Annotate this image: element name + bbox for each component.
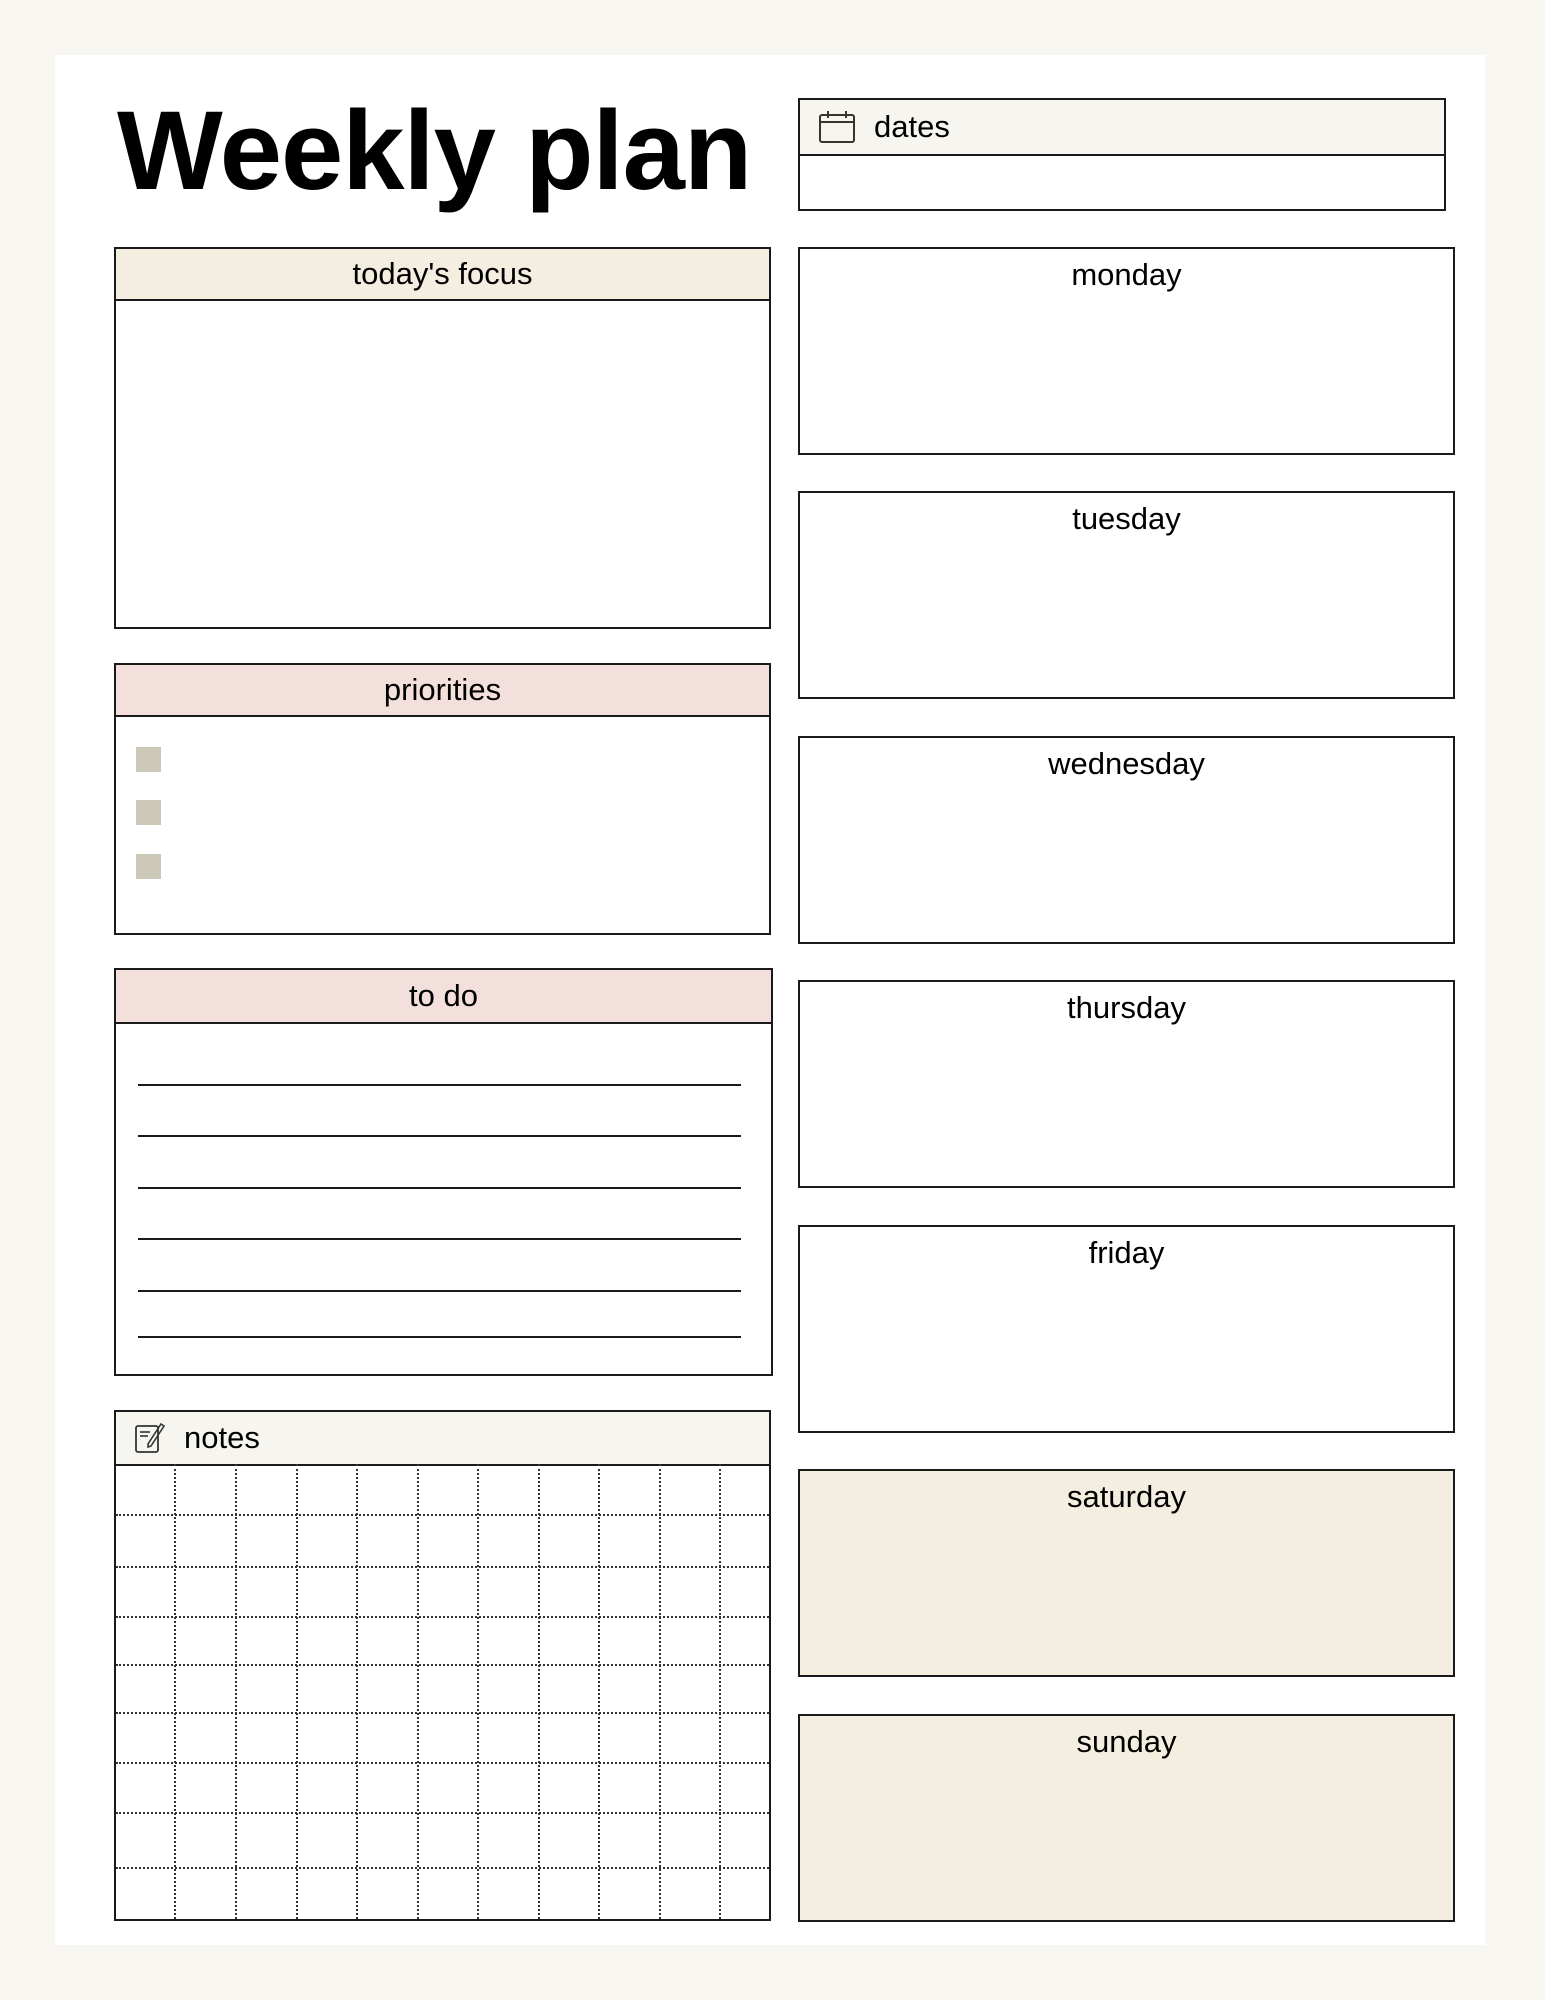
day-box-friday[interactable]	[798, 1225, 1455, 1433]
day-box-saturday[interactable]	[798, 1469, 1455, 1677]
todays-focus-label: today's focus	[352, 256, 533, 291]
todo-header	[116, 970, 771, 1024]
calendar-icon	[818, 110, 856, 144]
notepad-pencil-icon	[134, 1422, 166, 1454]
priority-checkbox[interactable]	[136, 747, 161, 772]
day-label: friday	[1088, 1235, 1165, 1270]
dates-box	[798, 98, 1446, 211]
day-label: wednesday	[1048, 746, 1205, 781]
priorities-header	[116, 665, 769, 717]
priority-checkbox[interactable]	[136, 854, 161, 879]
todo-line[interactable]	[138, 1336, 741, 1338]
todo-line[interactable]	[138, 1135, 741, 1137]
dates-header	[800, 100, 1444, 156]
todays-focus-header	[116, 249, 769, 301]
todays-focus-box	[114, 247, 771, 629]
priorities-box	[114, 663, 771, 935]
day-box-sunday[interactable]	[798, 1714, 1455, 1922]
day-box-thursday[interactable]	[798, 980, 1455, 1188]
day-label: monday	[1071, 257, 1182, 292]
todo-line[interactable]	[138, 1084, 741, 1086]
page-title: Weekly plan	[117, 88, 752, 213]
day-label: tuesday	[1072, 501, 1181, 536]
priorities-label: priorities	[383, 672, 502, 707]
todo-label: to do	[409, 978, 478, 1013]
notes-grid[interactable]	[116, 1464, 769, 1919]
dates-input[interactable]	[800, 156, 1444, 210]
day-box-tuesday[interactable]	[798, 491, 1455, 699]
day-label: saturday	[1067, 1479, 1186, 1514]
todo-line[interactable]	[138, 1187, 741, 1189]
todo-line[interactable]	[138, 1238, 741, 1240]
notes-box	[114, 1410, 771, 1921]
priority-checkbox[interactable]	[136, 800, 161, 825]
day-box-monday[interactable]	[798, 247, 1455, 455]
day-label: sunday	[1076, 1724, 1177, 1759]
todays-focus-input[interactable]	[116, 301, 769, 627]
notes-label: notes	[184, 1420, 260, 1455]
todo-line[interactable]	[138, 1290, 741, 1292]
notes-header	[116, 1412, 769, 1466]
todo-box	[114, 968, 773, 1376]
day-label: thursday	[1067, 990, 1186, 1025]
dates-label: dates	[874, 109, 950, 144]
day-box-wednesday[interactable]	[798, 736, 1455, 944]
